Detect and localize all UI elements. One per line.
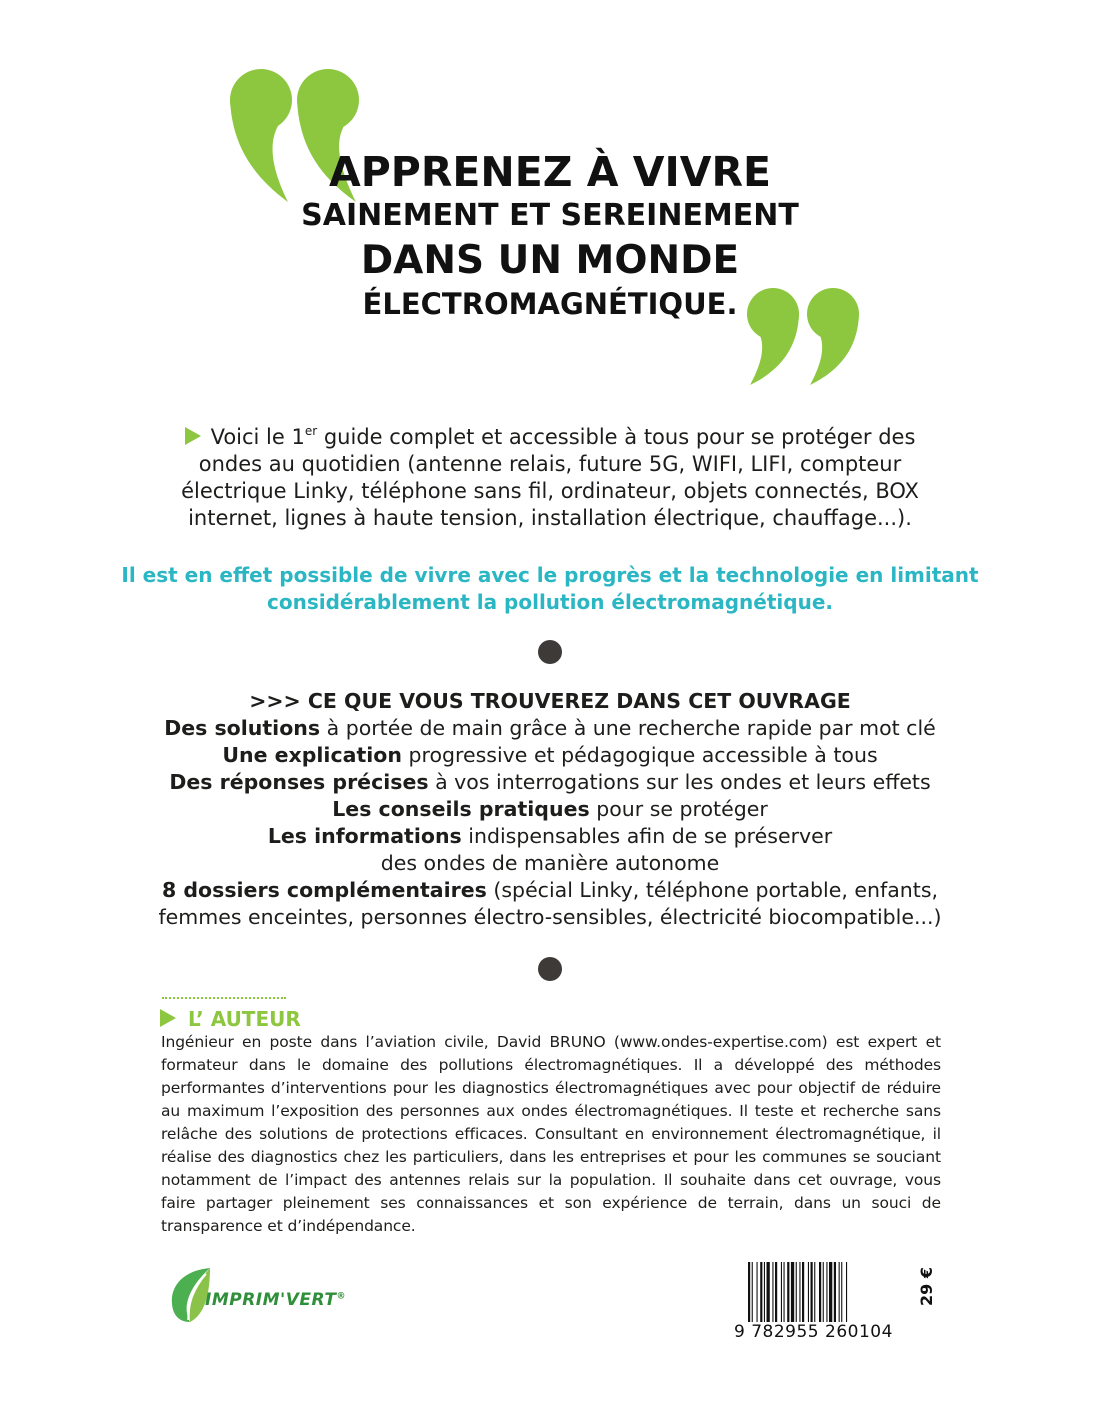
highlight-statement: Il est en effet possible de vivre avec le progrès et la technologie en limitant considérablement la pollution électromagnétique. bbox=[121, 563, 979, 614]
green-triangle-icon bbox=[185, 427, 201, 445]
barcode-bar bbox=[808, 1262, 809, 1322]
imprim-vert-logo: IMPRIM'VERT® bbox=[205, 1290, 346, 1310]
green-triangle-icon bbox=[160, 1009, 176, 1027]
barcode-bar bbox=[802, 1262, 804, 1322]
barcode-bar bbox=[787, 1262, 789, 1322]
price-label: 29 € bbox=[917, 1267, 936, 1306]
intro-text-start: Voici le 1 bbox=[210, 425, 305, 449]
barcode-bar bbox=[791, 1262, 794, 1322]
contents-item: Des réponses précises à vos interrogations sur les ondes et leurs effets bbox=[169, 770, 931, 794]
barcode-bar bbox=[781, 1262, 782, 1322]
contents-item: Les conseils pratiques pour se protéger bbox=[332, 797, 768, 821]
barcode-bar bbox=[757, 1262, 758, 1322]
author-heading: L’ AUTEUR bbox=[160, 1006, 301, 1032]
barcode-bar bbox=[829, 1262, 832, 1322]
contents-heading: >>> CE QUE VOUS TROUVEREZ DANS CET OUVRAGE bbox=[249, 689, 851, 713]
barcode-bar bbox=[819, 1262, 821, 1322]
barcode-bar bbox=[841, 1262, 842, 1322]
intro-paragraph bbox=[150, 424, 950, 532]
barcode-bar bbox=[775, 1262, 777, 1322]
headline-line-4: ÉLECTROMAGNÉTIQUE. bbox=[362, 287, 738, 321]
separator-dot bbox=[538, 640, 562, 664]
contents-section bbox=[100, 688, 1000, 931]
contents-item: des ondes de manière autonome bbox=[380, 851, 720, 875]
barcode-bar bbox=[784, 1262, 785, 1322]
barcode-bar bbox=[811, 1262, 813, 1322]
barcode-bar bbox=[846, 1262, 847, 1322]
contents-item: Une explication progressive et pédagogique accessible à tous bbox=[222, 743, 878, 767]
barcode-bar bbox=[767, 1262, 770, 1322]
barcode-bar bbox=[752, 1262, 753, 1322]
barcode-bar bbox=[760, 1262, 762, 1322]
barcode-bar bbox=[772, 1262, 773, 1322]
barcode-bar bbox=[814, 1262, 815, 1322]
barcode-bar bbox=[826, 1262, 827, 1322]
intro-superscript: er bbox=[304, 424, 318, 438]
headline-line-2: SAINEMENT ET SEREINEMENT bbox=[301, 198, 799, 233]
isbn-number: 9 782955 260104 bbox=[734, 1322, 893, 1342]
barcode-bar bbox=[799, 1262, 800, 1322]
contents-item: femmes enceintes, personnes électro-sensibles, électricité biocompatible...) bbox=[158, 905, 942, 929]
headline-line-3: DANS UN MONDE bbox=[360, 238, 740, 283]
author-bio: Ingénieur en poste dans l’aviation civile, David BRUNO (www.ondes-expertise.com) est expert et formateur dans le domaine des pollutions électromagnétiques. Il a développé des méthodes performantes d’interventions pour les diagnostics électromagnétiques avec pour objectif de réduire au maximum l’exposition des personnes aux ondes électromagnétiques. Il teste et recherche sans relâche des solutions de protections efficaces. Consultant en environnement électromagnétique, il réalise des diagnostics chez les particuliers, dans les entreprises et pour les communes se souciant notamment de l’impact des antennes relais sur la population. Il souhaite dans cet ouvrage, vous faire partager pleinement ses connaissances et son expérience de terrain, dans un souci de transparence et d’indépendance. bbox=[161, 1033, 941, 1235]
barcode bbox=[746, 1262, 896, 1326]
headline-line-1: APPRENEZ À VIVRE bbox=[328, 148, 772, 196]
barcode-bar bbox=[839, 1262, 840, 1322]
barcode-bar bbox=[748, 1262, 750, 1322]
intro-text-rest: guide complet et accessible à tous pour se protéger des ondes au quotidien (antenne relais, future 5G, WIFI, LIFI, compteur électrique Linky, téléphone sans fil, ordinateur, objets connectés, BOX internet, lignes à haute tension, installation électrique, chauffage...). bbox=[181, 425, 919, 530]
barcode-bar bbox=[823, 1262, 824, 1322]
dotted-divider bbox=[162, 997, 286, 999]
barcode-bar bbox=[764, 1262, 765, 1322]
barcode-bar bbox=[834, 1262, 836, 1322]
separator-dot bbox=[538, 957, 562, 981]
contents-item: Les informations indispensables afin de se préserver bbox=[267, 824, 833, 848]
barcode-bar bbox=[796, 1262, 797, 1322]
contents-item: 8 dossiers complémentaires (spécial Linky, téléphone portable, enfants, bbox=[161, 878, 939, 902]
contents-item: Des solutions à portée de main grâce à une recherche rapide par mot clé bbox=[164, 716, 936, 740]
